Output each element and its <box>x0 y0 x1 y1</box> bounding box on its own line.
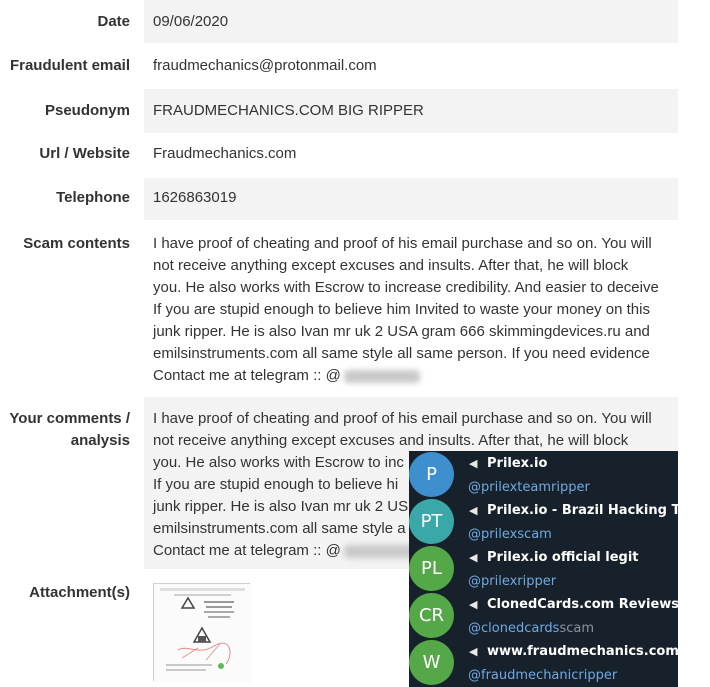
channel-name <box>469 597 678 613</box>
channel-name-text: Prilex.io - Brazil Hacking Team <box>487 503 710 518</box>
channel-handle[interactable]: @prilexscam <box>468 527 552 542</box>
row-website <box>0 134 678 178</box>
telegram-channel[interactable] <box>409 498 710 545</box>
contact-text: Contact me at telegram :: @ <box>153 542 341 559</box>
megaphone-icon: ◀ <box>469 645 478 658</box>
channel-avatar: PL <box>409 546 454 591</box>
comment-line: If you are stupid enough to believe hi <box>153 476 399 493</box>
comment-line: not receive anything except excuses and insults. After that, he will block <box>153 432 629 449</box>
channel-name-text: Prilex.io official legit <box>487 550 639 565</box>
website-value: Fraudmechanics.com <box>153 145 297 162</box>
channel-name <box>469 644 678 660</box>
date-label: Date <box>97 13 130 30</box>
comment-line: I have proof of cheating and proof of his email purchase and so on. You will <box>153 410 652 427</box>
attachment-thumbnail[interactable] <box>153 583 250 681</box>
channel-avatar: P <box>409 452 454 497</box>
telephone-label: Telephone <box>56 189 130 206</box>
row-telephone <box>0 178 678 220</box>
scam-line: junk ripper. He is also Ivan mr uk 2 USA gram 666 skimmingdevices.ru and <box>153 323 650 340</box>
channel-avatar: W <box>409 640 454 685</box>
scam-line: I have proof of cheating and proof of his email purchase and so on. You will <box>153 235 652 252</box>
telegram-channel[interactable] <box>409 545 678 592</box>
scam-contents-value <box>144 222 678 396</box>
megaphone-icon: ◀ <box>469 598 478 611</box>
channel-name <box>469 503 710 519</box>
email-value: fraudmechanics@protonmail.com <box>153 57 377 74</box>
row-pseudonym <box>0 89 678 133</box>
row-scam-contents <box>0 222 678 396</box>
scam-line: emilsinstruments.com all same style all same person. If you need evidence <box>153 345 650 362</box>
scam-line: not receive anything except excuses and insults. After that, he will block <box>153 257 629 274</box>
channel-handle[interactable]: @prilexripper <box>468 574 557 589</box>
comment-line: emilsinstruments.com all same style a <box>153 520 406 537</box>
channel-avatar: CR <box>409 593 454 638</box>
comments-label-line: Your comments / <box>9 410 130 427</box>
telephone-value: 1626863019 <box>144 178 678 220</box>
channel-handle-text: @clonedcards <box>468 621 560 636</box>
telegram-channel[interactable] <box>409 592 678 639</box>
comments-label <box>0 408 130 452</box>
redacted-handle <box>344 370 420 383</box>
channel-name-text: ClonedCards.com Reviews <box>487 597 680 612</box>
channel-name <box>469 456 678 472</box>
document-preview-icon <box>154 584 251 682</box>
scam-line: If you are stupid enough to believe him Invited to waste your money on this <box>153 301 650 318</box>
website-label: Url / Website <box>39 145 130 162</box>
channel-handle[interactable]: @fraudmechanicripper <box>468 668 618 683</box>
channel-name-text: Prilex.io <box>487 456 548 471</box>
contact-text: Contact me at telegram :: @ <box>153 367 341 384</box>
comments-label-line: analysis <box>70 432 130 449</box>
pseudonym-label: Pseudonym <box>44 102 130 119</box>
megaphone-icon: ◀ <box>469 551 478 564</box>
channel-avatar: PT <box>409 499 454 544</box>
comment-line: you. He also works with Escrow to inc <box>153 454 404 471</box>
channel-name-text: www.fraudmechanics.com <box>487 644 679 659</box>
scam-contents-label: Scam contents <box>23 235 130 252</box>
attachments-label: Attachment(s) <box>29 584 130 601</box>
megaphone-icon: ◀ <box>469 457 478 470</box>
channel-handle[interactable] <box>468 621 594 637</box>
channel-name <box>469 550 678 566</box>
row-date <box>0 0 678 43</box>
date-value: 09/06/2020 <box>144 0 678 43</box>
email-label: Fraudulent email <box>9 57 130 74</box>
scam-line: you. He also works with Escrow to increase credibility. And easier to deceive <box>153 279 659 296</box>
telegram-channel[interactable] <box>409 639 678 686</box>
channel-handle-tail: scam <box>559 621 595 636</box>
channel-handle[interactable]: @prilexteamripper <box>468 480 590 495</box>
comment-line: junk ripper. He is also Ivan mr uk 2 US <box>153 498 409 515</box>
pseudonym-value: FRAUDMECHANICS.COM BIG RIPPER <box>144 89 678 133</box>
row-email <box>0 44 678 88</box>
megaphone-icon: ◀ <box>469 504 478 517</box>
telegram-channel-list <box>409 451 710 687</box>
scam-line-contact <box>153 365 678 387</box>
telegram-channel[interactable] <box>409 451 678 498</box>
